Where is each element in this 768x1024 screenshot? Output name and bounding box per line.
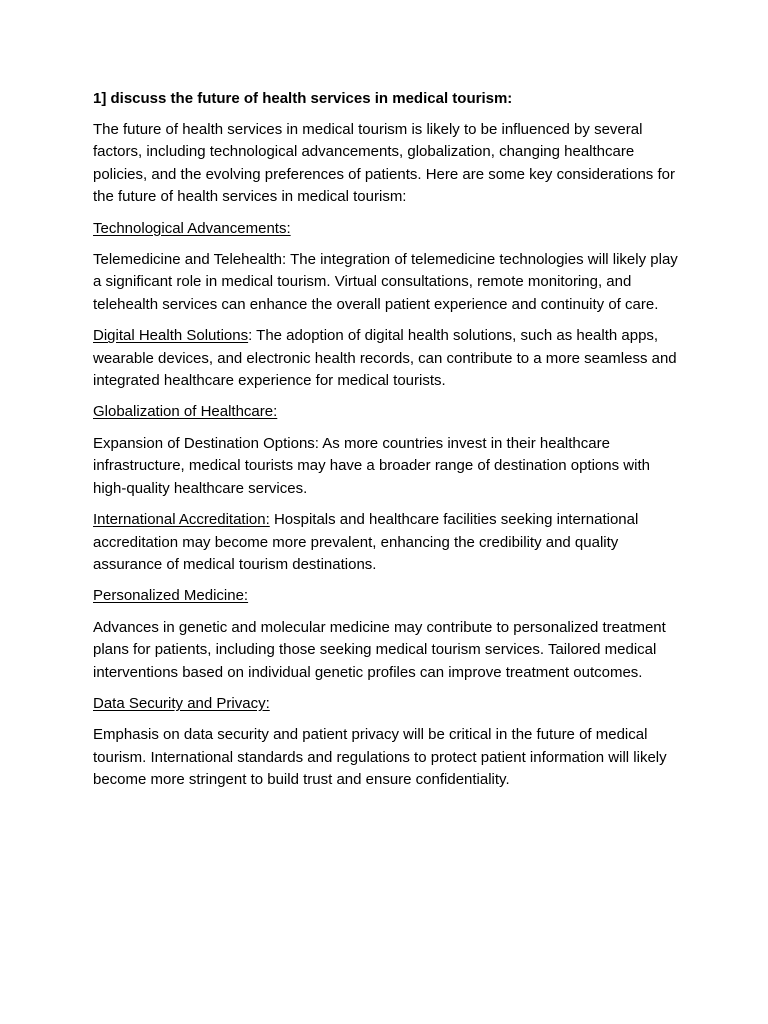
intro-paragraph: The future of health services in medical tourism is likely to be influenced by several factors, including technological advancements, globalization, changing healthcare policies, and the evolving preferences of patients. Here are some key considerations for the future of health services in medical tourism: (93, 121, 675, 206)
section-heading-text: Globalization of Healthcare: (93, 403, 278, 421)
section-body-personalized-medicine: Advances in genetic and molecular medicine may contribute to personalized treatment plans for patients, including those seeking medical tourism services. Tailored medical interventions based on individual genetic profiles can improve treatment outcomes. (93, 618, 666, 681)
section-heading-text: Data Security and Privacy: (93, 694, 270, 712)
section-heading-personalized-medicine (93, 585, 683, 607)
inline-heading-accreditation: International Accreditation: (93, 511, 270, 529)
inline-heading-digital-health: Digital Health Solutions (93, 327, 249, 345)
section-body-telemedicine: Telemedicine and Telehealth: The integration of telemedicine technologies will likely play a significant role in medical tourism. Virtual consultations, remote monitoring, and telehealth services can enhance the overall patient experience and continuity of care. (93, 251, 678, 313)
section-heading-text: Technological Advancements: (93, 219, 291, 237)
section-international-accreditation (93, 509, 683, 576)
section-heading-text: Personalized Medicine: (93, 587, 249, 605)
section-heading-technological-advancements (93, 218, 683, 240)
section-body-data-security: Emphasis on data security and patient privacy will be critical in the future of medical tourism. International standards and regulations to protect patient information will likely become more stringent to build trust and ensure confidentiality. (93, 726, 667, 789)
section-heading-data-security (93, 693, 683, 715)
document-title: 1] discuss the future of health services in medical tourism: (93, 90, 513, 107)
section-body-destination-options: Expansion of Destination Options: As more countries invest in their healthcare infrastructure, medical tourists may have a broader range of destination options with high-quality healthcare services. (93, 434, 650, 497)
section-heading-globalization (93, 401, 683, 423)
inline-body-digital-health: : The adoption of digital health solutions, such as health apps, wearable devices, and electronic health records, can contribute to a more seamless and integrated healthcare experience for medical tourists. (93, 327, 677, 390)
document-page (93, 88, 683, 801)
section-digital-health (93, 325, 683, 392)
inline-body-accreditation: Hospitals and healthcare facilities seeking international accreditation may become more prevalent, enhancing the credibility and quality assurance of medical tourism destinations. (93, 511, 639, 573)
